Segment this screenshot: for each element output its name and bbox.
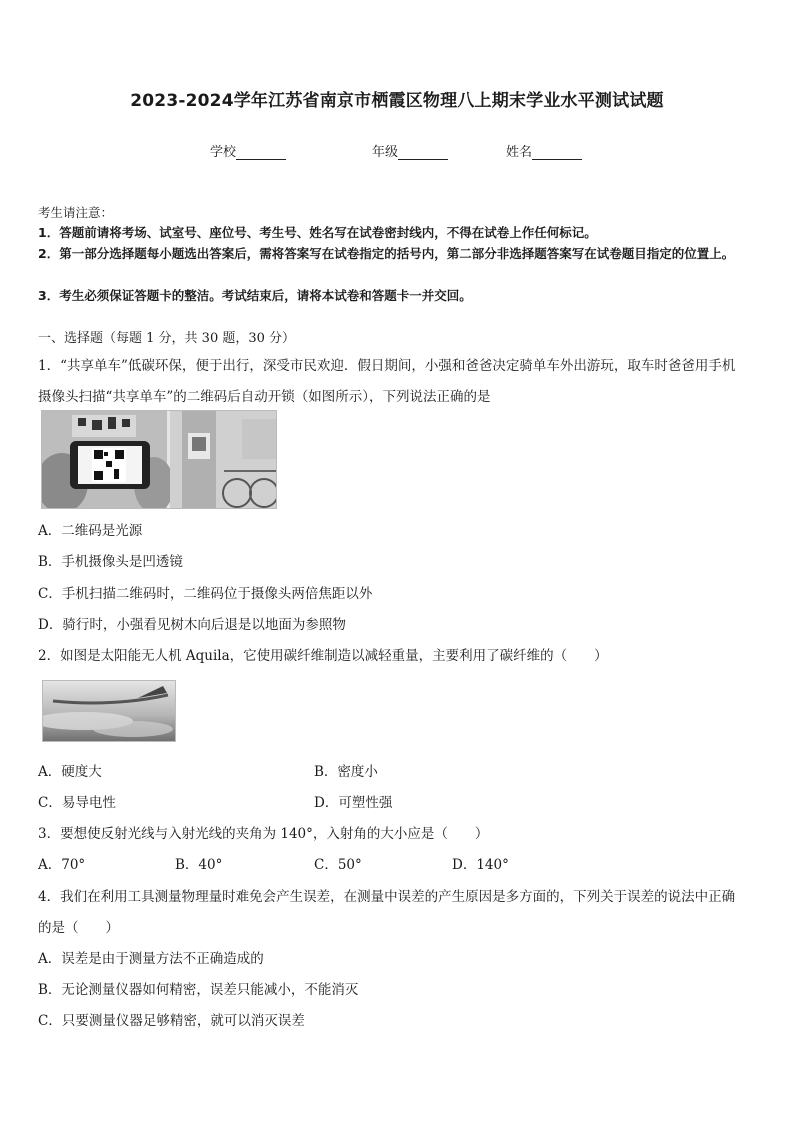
q3-option-d: D．140° [452, 857, 509, 873]
q3-option-a: A．70° [38, 857, 86, 873]
q1-option-a: A．二维码是光源 [38, 523, 143, 539]
q4-option-a: A．误差是由于测量方法不正确造成的 [38, 951, 264, 967]
q1-option-d: D．骑行时，小强看见树木向后退是以地面为参照物 [38, 617, 346, 633]
q3-stem: 3．要想使反射光线与入射光线的夹角为 140°，入射角的大小应是（ ） [38, 826, 489, 842]
name-blank [532, 145, 582, 160]
q1-stem-line2: 摄像头扫描“共享单车”的二维码后自动开锁（如图所示），下列说法正确的是 [38, 389, 491, 405]
q2-stem: 2．如图是太阳能无人机 Aquila，它使用碳纤维制造以减轻重量，主要利用了碳纤维的（ ） [38, 648, 608, 664]
notice-item-2: 2．第一部分选择题每小题选出答案后，需将答案写在试卷指定的括号内，第二部分非选择题答案写在试卷题目指定的位置上。 [38, 246, 735, 261]
q1-figure [41, 410, 277, 509]
name-field [506, 141, 582, 160]
q4-option-c: C．只要测量仪器足够精密，就可以消灭误差 [38, 1013, 305, 1029]
notice-heading: 考生请注意： [38, 205, 114, 220]
q2-option-c: C．易导电性 [38, 795, 116, 811]
name-label: 姓名 [506, 145, 533, 160]
school-field [210, 141, 286, 160]
q2-figure [42, 680, 176, 742]
q3-option-c: C．50° [314, 857, 362, 873]
school-label: 学校 [210, 145, 237, 160]
school-blank [236, 145, 286, 160]
notice-item-1: 1．答题前请将考场、试室号、座位号、考生号、姓名写在试卷密封线内，不得在试卷上作任何标记。 [38, 225, 597, 240]
section-heading: 一、选择题（每题 1 分，共 30 题，30 分） [38, 331, 296, 346]
q2-option-d: D．可塑性强 [314, 795, 393, 811]
q2-option-b: B．密度小 [314, 764, 378, 780]
grade-label: 年级 [372, 145, 399, 160]
q1-option-c: C．手机扫描二维码时，二维码位于摄像头两倍焦距以外 [38, 586, 373, 602]
q4-stem-line1: 4．我们在利用工具测量物理量时难免会产生误差，在测量中误差的产生原因是多方面的，下列关于误差的说法中正确 [38, 889, 736, 905]
page-title: 2023-2024学年江苏省南京市栖霞区物理八上期末学业水平测试试题 [130, 91, 664, 111]
q4-option-b: B．无论测量仪器如何精密，误差只能减小，不能消灭 [38, 982, 359, 998]
student-info-row [0, 141, 794, 161]
q3-option-b: B．40° [175, 857, 223, 873]
notice-item-3: 3．考生必须保证答题卡的整洁。考试结束后，请将本试卷和答题卡一并交回。 [38, 288, 472, 303]
q1-stem-line1: 1．“共享单车”低碳环保，便于出行，深受市民欢迎．假日期间，小强和爸爸决定骑单车外出游玩，取车时爸爸用手机 [38, 358, 736, 374]
qr-scan-bike-photo [42, 411, 276, 508]
drone-photo [43, 681, 175, 741]
q2-option-a: A．硬度大 [38, 764, 102, 780]
grade-blank [398, 145, 448, 160]
q4-stem-line2: 的是（ ） [38, 920, 119, 936]
grade-field [372, 141, 448, 160]
q1-option-b: B．手机摄像头是凹透镜 [38, 554, 183, 570]
